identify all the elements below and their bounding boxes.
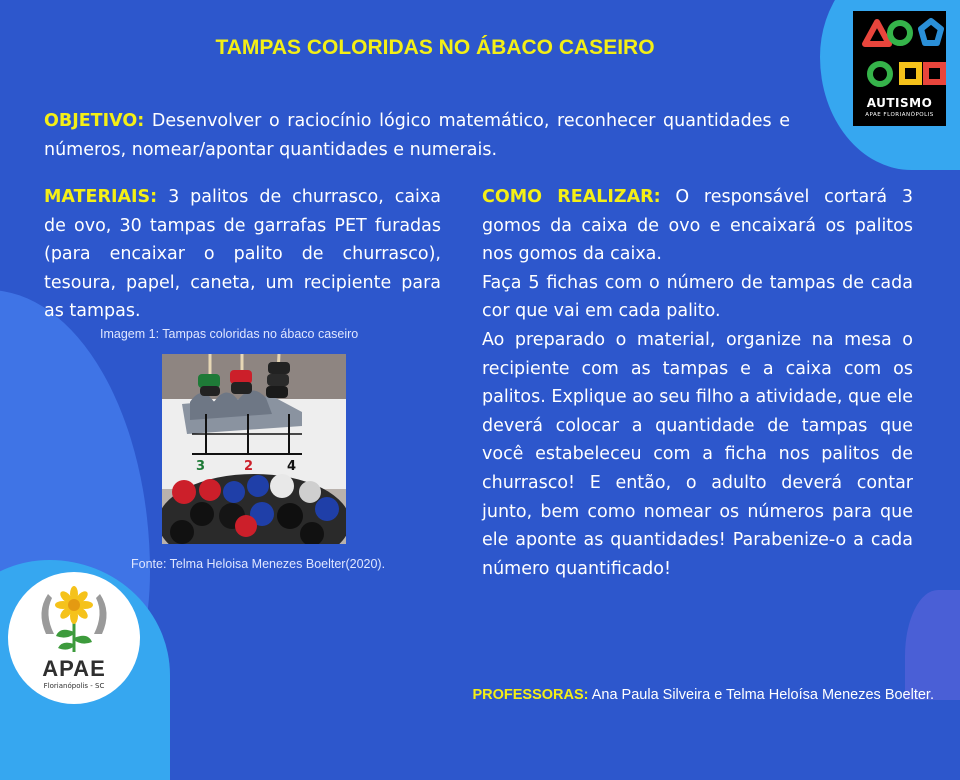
como-realizar-paragraph-1 <box>482 183 913 269</box>
card-number-black: 4 <box>287 459 297 474</box>
abacus-photo <box>162 354 346 544</box>
como-realizar-section <box>482 183 913 583</box>
materiais-paragraph <box>44 183 441 326</box>
como-realizar-label: COMO REALIZAR: <box>482 187 661 207</box>
image-source: Fonte: Telma Heloisa Menezes Boelter(2020). <box>131 557 386 571</box>
page-title: TAMPAS COLORIDAS NO ÁBACO CASEIRO <box>215 36 655 59</box>
objetivo-label: OBJETIVO: <box>44 111 145 131</box>
objetivo-paragraph <box>44 107 790 164</box>
image-caption: Imagem 1: Tampas coloridas no ábaco caseiro <box>100 327 359 341</box>
apae-flower-hands-icon <box>8 572 140 662</box>
como-realizar-paragraph-2: Faça 5 fichas com o número de tampas de cada cor que vai em cada palito. <box>482 272 913 322</box>
abacus-illustration <box>162 354 346 544</box>
materiais-label: MATERIAIS: <box>44 187 158 207</box>
autismo-shapes-icon <box>853 11 946 96</box>
autismo-logo-name: AUTISMO <box>866 96 933 110</box>
card-number-green: 3 <box>196 459 206 474</box>
apae-logo-name: APAE <box>42 656 106 681</box>
autismo-logo-subtitle: APAE FLORIANÓPOLIS <box>865 112 934 118</box>
professoras-names: Ana Paula Silveira e Telma Heloísa Menezes Boelter. <box>588 687 934 703</box>
professoras-label: PROFESSORAS: <box>472 687 589 703</box>
professoras-footer <box>472 687 934 703</box>
materiais-text: 3 palitos de churrasco, caixa de ovo, 30 tampas de garrafas PET furadas (para encaixar o palito de churrasco), tesoura, papel, caneta, um recipiente para as tampas. <box>44 187 441 322</box>
objetivo-text: Desenvolver o raciocínio lógico matemático, reconhecer quantidades e números, nomear/apontar quantidades e numerais. <box>44 111 790 160</box>
autismo-logo <box>853 11 946 126</box>
background-shape-bottom-right <box>905 590 960 700</box>
apae-logo-subtitle: Florianópolis - SC <box>43 682 105 690</box>
card-number-red: 2 <box>244 459 254 474</box>
como-realizar-paragraph-3: Ao preparado o material, organize na mesa o recipiente com as tampas e a caixa com os palitos. Explique ao seu filho a atividade, que ele deverá colocar a quantidade de tampas que você estabeleceu com a ficha nos palitos de churrasco! E então, o adulto deverá contar junto, bem como nomear os números para que ele aponte as quantidades! Parabenize-o a cada número quantificado! <box>482 329 913 579</box>
apae-logo <box>8 572 140 704</box>
como-realizar-text-1: O responsável cortará 3 gomos da caixa de ovo e encaixará os palitos nos gomos da caixa. <box>482 187 913 265</box>
